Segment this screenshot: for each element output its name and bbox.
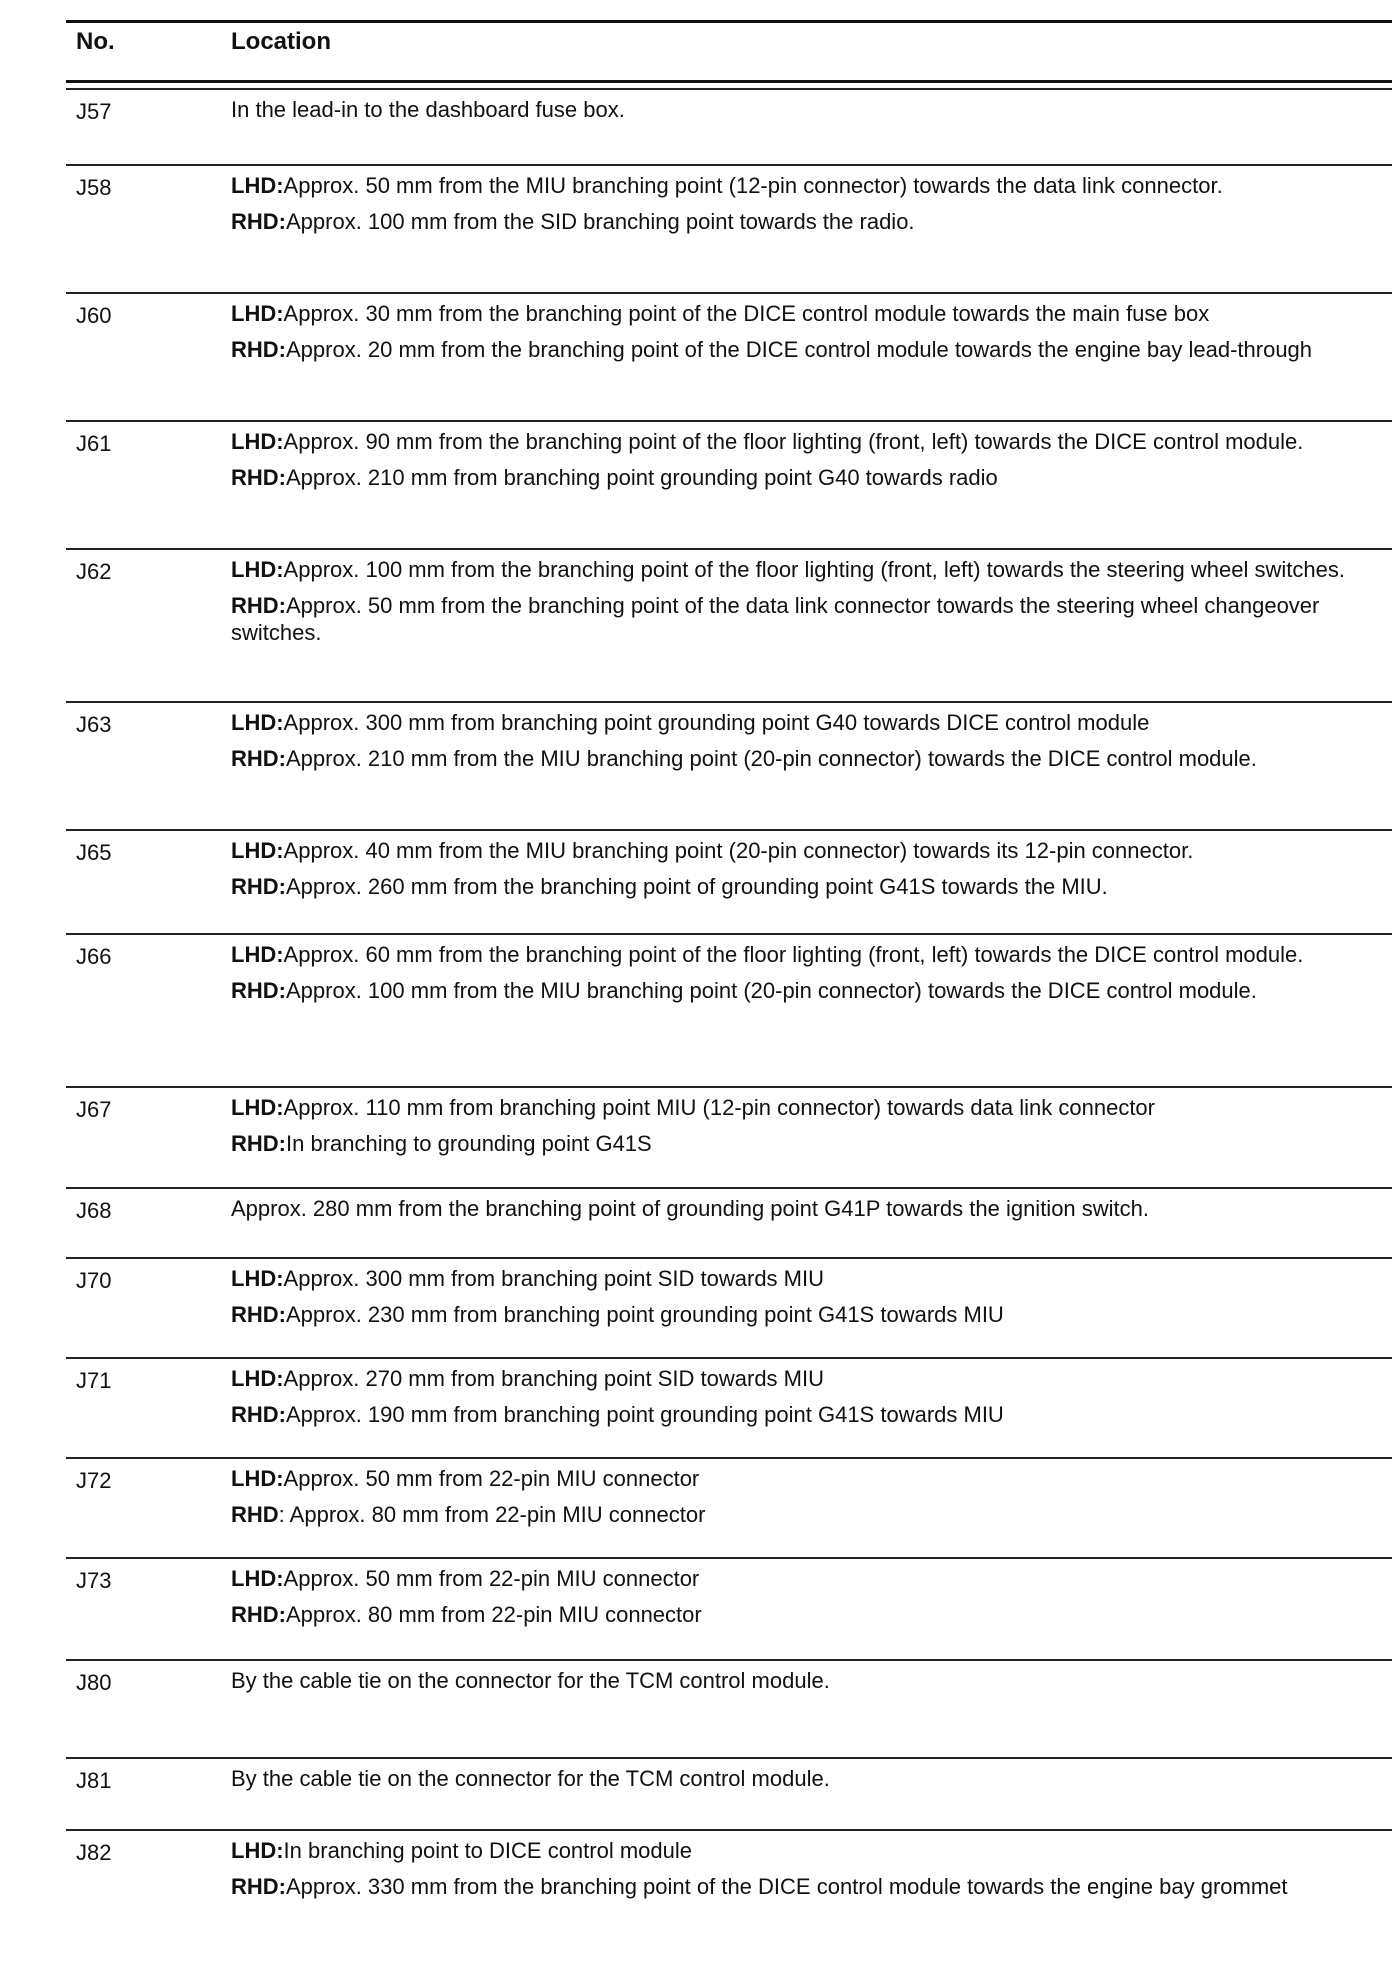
location-line bbox=[231, 208, 1392, 235]
location-line bbox=[231, 1401, 1392, 1428]
row-divider bbox=[66, 1187, 1392, 1189]
drive-side-label: LHD: bbox=[231, 301, 284, 326]
column-header-no: No. bbox=[76, 28, 115, 55]
row-divider bbox=[66, 164, 1392, 166]
location-text: Approx. 300 mm from branching point grounding point G40 towards DICE control module bbox=[283, 710, 1150, 735]
location-line bbox=[231, 745, 1392, 772]
location-text: Approx. 210 mm from branching point grounding point G40 towards radio bbox=[286, 465, 998, 490]
location-line bbox=[231, 709, 1392, 736]
location-line bbox=[231, 1837, 1392, 1864]
row-divider bbox=[66, 701, 1392, 703]
row-number: J61 bbox=[76, 431, 112, 456]
location-text: Approx. 260 mm from the branching point of grounding point G41S towards the MIU. bbox=[286, 874, 1108, 899]
drive-side-label: RHD: bbox=[231, 465, 286, 490]
location-text: By the cable tie on the connector for the TCM control module. bbox=[231, 1668, 830, 1693]
location-line bbox=[231, 1094, 1392, 1121]
drive-side-label: LHD: bbox=[231, 1095, 284, 1120]
drive-side-label: RHD: bbox=[231, 874, 286, 899]
drive-side-label: RHD bbox=[231, 1502, 279, 1527]
row-divider bbox=[66, 1757, 1392, 1759]
location-text: Approx. 40 mm from the MIU branching point (20-pin connector) towards its 12-pin connector. bbox=[283, 838, 1194, 863]
location-line bbox=[231, 1301, 1392, 1328]
location-line bbox=[231, 172, 1392, 199]
row-location bbox=[231, 1837, 1392, 1909]
location-text: In the lead-in to the dashboard fuse box. bbox=[231, 97, 625, 122]
row-location bbox=[231, 1565, 1392, 1637]
drive-side-label: LHD: bbox=[231, 838, 284, 863]
row-location bbox=[231, 300, 1392, 372]
row-number: J62 bbox=[76, 559, 112, 584]
location-line bbox=[231, 1565, 1392, 1592]
location-line bbox=[231, 1667, 1392, 1694]
row-divider bbox=[66, 829, 1392, 831]
row-location bbox=[231, 1265, 1392, 1337]
row-divider bbox=[66, 1357, 1392, 1359]
drive-side-label: LHD: bbox=[231, 1838, 284, 1863]
drive-side-label: RHD: bbox=[231, 337, 286, 362]
location-line bbox=[231, 1130, 1392, 1157]
row-divider bbox=[66, 933, 1392, 935]
location-text: : Approx. 80 mm from 22-pin MIU connector bbox=[278, 1502, 706, 1527]
location-line bbox=[231, 873, 1392, 900]
drive-side-label: LHD: bbox=[231, 1466, 284, 1491]
row-number: J68 bbox=[76, 1198, 112, 1223]
row-divider bbox=[66, 1659, 1392, 1661]
location-text: Approx. 110 mm from branching point MIU (12-pin connector) towards data link connector bbox=[283, 1095, 1155, 1120]
row-number: J71 bbox=[76, 1368, 112, 1393]
location-text: Approx. 90 mm from the branching point of the floor lighting (front, left) towards the DICE control module. bbox=[283, 429, 1304, 454]
drive-side-label: LHD: bbox=[231, 710, 284, 735]
drive-side-label: LHD: bbox=[231, 1566, 284, 1591]
row-number: J63 bbox=[76, 712, 112, 737]
drive-side-label: RHD: bbox=[231, 209, 286, 234]
row-number: J81 bbox=[76, 1768, 112, 1793]
location-line bbox=[231, 1601, 1392, 1628]
location-line bbox=[231, 1873, 1392, 1900]
location-text: Approx. 50 mm from the branching point of the data link connector towards the steering wheel changeover switches. bbox=[231, 593, 1320, 645]
row-divider bbox=[66, 1829, 1392, 1831]
row-location bbox=[231, 709, 1392, 781]
row-number: J66 bbox=[76, 944, 112, 969]
row-number: J72 bbox=[76, 1468, 112, 1493]
location-line bbox=[231, 977, 1392, 1004]
location-text: In branching point to DICE control module bbox=[283, 1838, 692, 1863]
location-text: Approx. 30 mm from the branching point of the DICE control module towards the main fuse box bbox=[283, 301, 1210, 326]
row-number: J57 bbox=[76, 99, 112, 124]
table-header-rule bbox=[66, 80, 1392, 83]
location-line bbox=[231, 941, 1392, 968]
drive-side-label: LHD: bbox=[231, 1366, 284, 1391]
location-text: Approx. 230 mm from branching point grounding point G41S towards MIU bbox=[286, 1302, 1004, 1327]
location-text: Approx. 100 mm from the SID branching point towards the radio. bbox=[286, 209, 915, 234]
location-line bbox=[231, 1265, 1392, 1292]
row-number: J70 bbox=[76, 1268, 112, 1293]
drive-side-label: RHD: bbox=[231, 1402, 286, 1427]
location-line bbox=[231, 1195, 1392, 1222]
location-line bbox=[231, 1465, 1392, 1492]
location-line bbox=[231, 96, 1392, 123]
row-divider bbox=[66, 88, 1392, 90]
row-number: J65 bbox=[76, 840, 112, 865]
row-location bbox=[231, 837, 1392, 909]
row-divider bbox=[66, 420, 1392, 422]
location-text: Approx. 80 mm from 22-pin MIU connector bbox=[286, 1602, 702, 1627]
location-text: Approx. 50 mm from the MIU branching point (12-pin connector) towards the data link connector. bbox=[283, 173, 1223, 198]
drive-side-label: LHD: bbox=[231, 429, 284, 454]
drive-side-label: RHD: bbox=[231, 746, 286, 771]
drive-side-label: RHD: bbox=[231, 593, 286, 618]
row-location bbox=[231, 96, 1392, 132]
table-header bbox=[0, 24, 1392, 80]
row-number: J60 bbox=[76, 303, 112, 328]
drive-side-label: RHD: bbox=[231, 1602, 286, 1627]
drive-side-label: LHD: bbox=[231, 1266, 284, 1291]
drive-side-label: LHD: bbox=[231, 557, 284, 582]
location-line bbox=[231, 300, 1392, 327]
row-number: J80 bbox=[76, 1670, 112, 1695]
row-number: J58 bbox=[76, 175, 112, 200]
location-text: Approx. 210 mm from the MIU branching point (20-pin connector) towards the DICE control module. bbox=[286, 746, 1257, 771]
drive-side-label: RHD: bbox=[231, 1131, 286, 1156]
row-location bbox=[231, 1365, 1392, 1437]
row-divider bbox=[66, 1557, 1392, 1559]
location-text: Approx. 270 mm from branching point SID towards MIU bbox=[283, 1366, 824, 1391]
location-text: In branching to grounding point G41S bbox=[286, 1131, 652, 1156]
drive-side-label: RHD: bbox=[231, 1302, 286, 1327]
location-text: Approx. 20 mm from the branching point of the DICE control module towards the engine bay lead-through bbox=[286, 337, 1313, 362]
row-location bbox=[231, 1195, 1392, 1231]
drive-side-label: RHD: bbox=[231, 978, 286, 1003]
location-text: By the cable tie on the connector for the TCM control module. bbox=[231, 1766, 830, 1791]
location-line bbox=[231, 464, 1392, 491]
row-divider bbox=[66, 548, 1392, 550]
location-text: Approx. 50 mm from 22-pin MIU connector bbox=[283, 1466, 700, 1491]
location-text: Approx. 100 mm from the MIU branching point (20-pin connector) towards the DICE control module. bbox=[286, 978, 1257, 1003]
location-line bbox=[231, 1365, 1392, 1392]
location-text: Approx. 330 mm from the branching point of the DICE control module towards the engine bay grommet bbox=[286, 1874, 1288, 1899]
row-location bbox=[231, 172, 1392, 244]
row-location bbox=[231, 1465, 1392, 1537]
location-line bbox=[231, 592, 1392, 646]
location-text: Approx. 190 mm from branching point grounding point G41S towards MIU bbox=[286, 1402, 1004, 1427]
row-divider bbox=[66, 292, 1392, 294]
location-text: Approx. 280 mm from the branching point of grounding point G41P towards the ignition switch. bbox=[231, 1196, 1150, 1221]
row-divider bbox=[66, 1086, 1392, 1088]
row-location bbox=[231, 556, 1392, 655]
column-header-location: Location bbox=[231, 28, 331, 55]
drive-side-label: LHD: bbox=[231, 942, 284, 967]
table-top-rule bbox=[66, 20, 1392, 23]
row-divider bbox=[66, 1257, 1392, 1259]
drive-side-label: LHD: bbox=[231, 173, 284, 198]
row-number: J67 bbox=[76, 1097, 112, 1122]
row-location bbox=[231, 1094, 1392, 1166]
row-location bbox=[231, 1765, 1392, 1801]
location-text: Approx. 60 mm from the branching point of the floor lighting (front, left) towards the DICE control module. bbox=[283, 942, 1304, 967]
row-location bbox=[231, 941, 1392, 1013]
row-number: J73 bbox=[76, 1568, 112, 1593]
location-text: Approx. 50 mm from 22-pin MIU connector bbox=[283, 1566, 700, 1591]
location-line bbox=[231, 837, 1392, 864]
row-number: J82 bbox=[76, 1840, 112, 1865]
location-line bbox=[231, 1501, 1392, 1528]
location-text: Approx. 300 mm from branching point SID towards MIU bbox=[283, 1266, 824, 1291]
row-location bbox=[231, 1667, 1392, 1703]
row-location bbox=[231, 428, 1392, 500]
row-divider bbox=[66, 1457, 1392, 1459]
drive-side-label: RHD: bbox=[231, 1874, 286, 1899]
location-line bbox=[231, 1765, 1392, 1792]
location-line bbox=[231, 336, 1392, 363]
location-line bbox=[231, 428, 1392, 455]
location-line bbox=[231, 556, 1392, 583]
location-text: Approx. 100 mm from the branching point of the floor lighting (front, left) towards the steering wheel switches. bbox=[283, 557, 1345, 582]
